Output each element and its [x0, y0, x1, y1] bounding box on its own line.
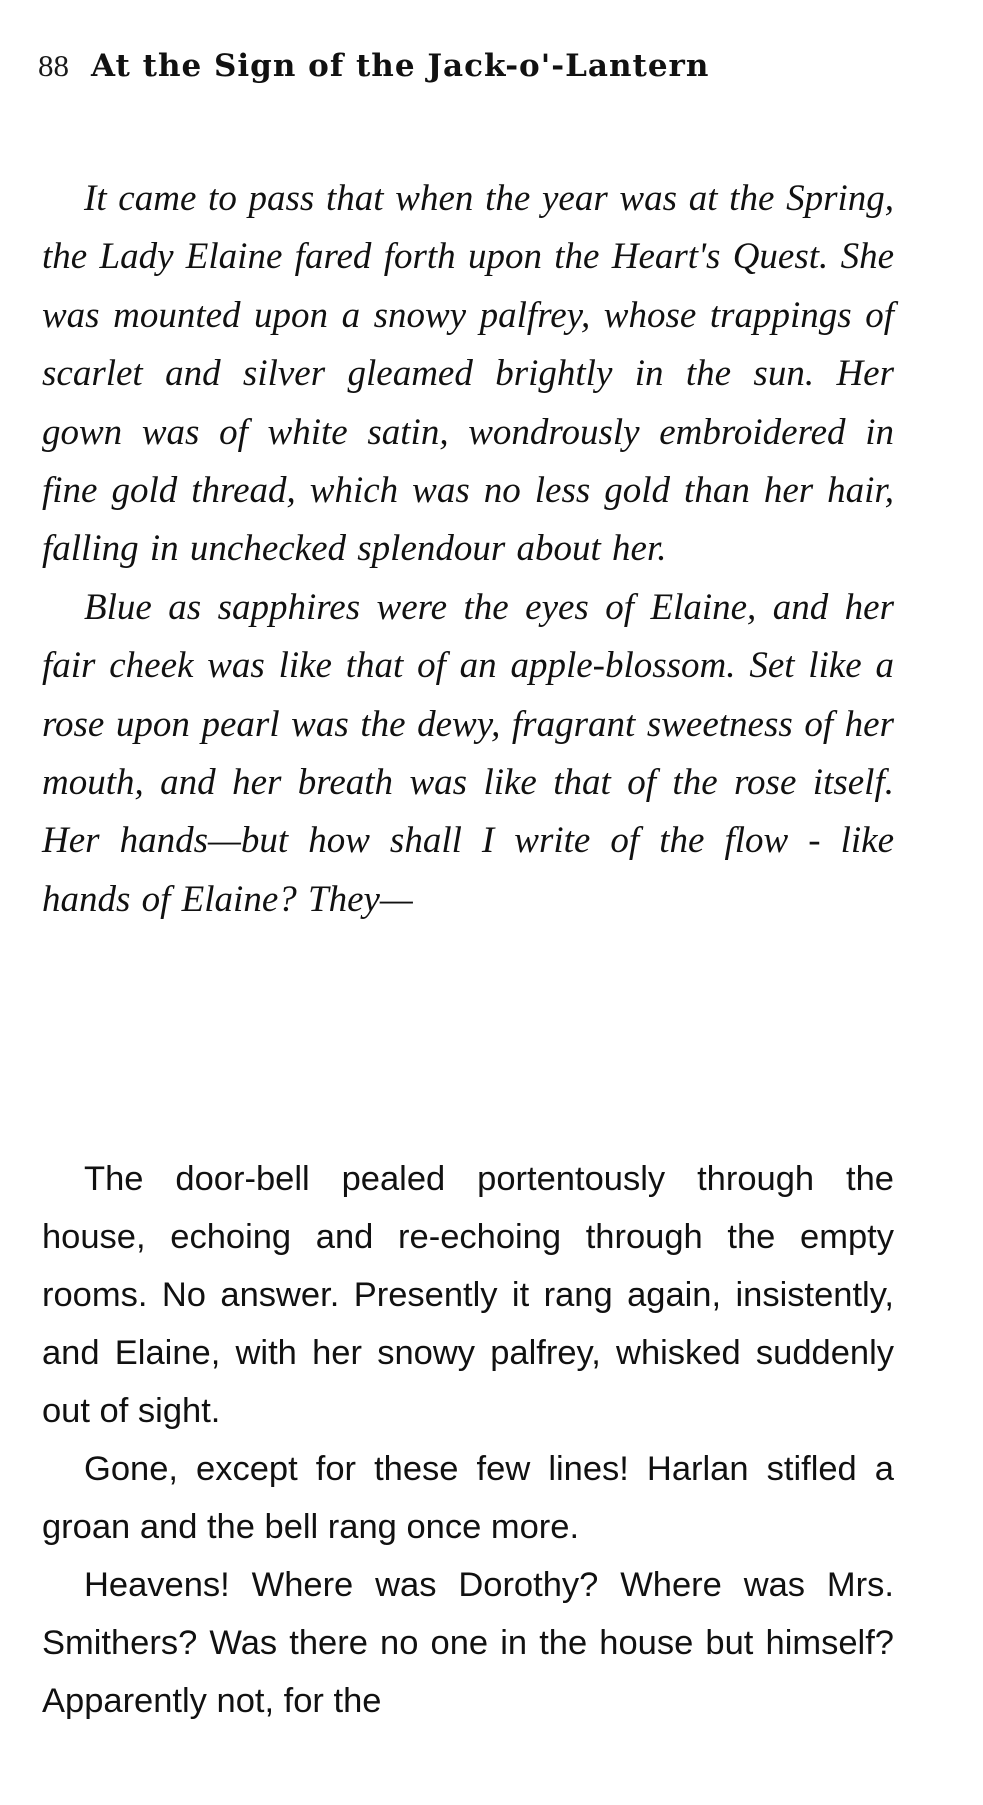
narrative-paragraph: The door-bell pealed portentously through the house, echoing and re-echoing through the empty rooms. No answer. Presently it rang again, insistently, and Elaine, with her snowy palfrey, whisked suddenly out of sight.	[42, 1160, 894, 1430]
running-title: At the Sign of the Jack-o'-Lantern	[91, 48, 710, 84]
page-number: 88	[38, 48, 69, 83]
running-head	[38, 48, 938, 98]
narrative-paragraph: Gone, except for these few lines! Harlan stifled a groan and the bell rang once more.	[42, 1450, 894, 1546]
narrative-paragraph: Heavens! Where was Dorothy? Where was Mrs. Smithers? Was there no one in the house but himself? Apparently not, for the	[42, 1566, 894, 1720]
narrative-text	[42, 1150, 894, 1730]
story-paragraph: Blue as sapphires were the eyes of Elaine, and her fair cheek was like that of an apple-blossom. Set like a rose upon pearl was the dewy, fragrant sweetness of her mouth, and her breath was like that of the rose itself. Her hands—but how shall I write of the flow - like hands of Elaine? They—	[42, 586, 894, 920]
story-paragraph: It came to pass that when the year was at the Spring, the Lady Elaine fared forth upon the Heart's Quest. She was mounted upon a snowy palfrey, whose trappings of scarlet and silver gleamed brightly in the sun. Her gown was of white satin, wondrously embroidered in fine gold thread, which was no less gold than her hair, falling in unchecked splendour about her.	[42, 178, 894, 570]
italic-story-excerpt	[42, 170, 894, 929]
